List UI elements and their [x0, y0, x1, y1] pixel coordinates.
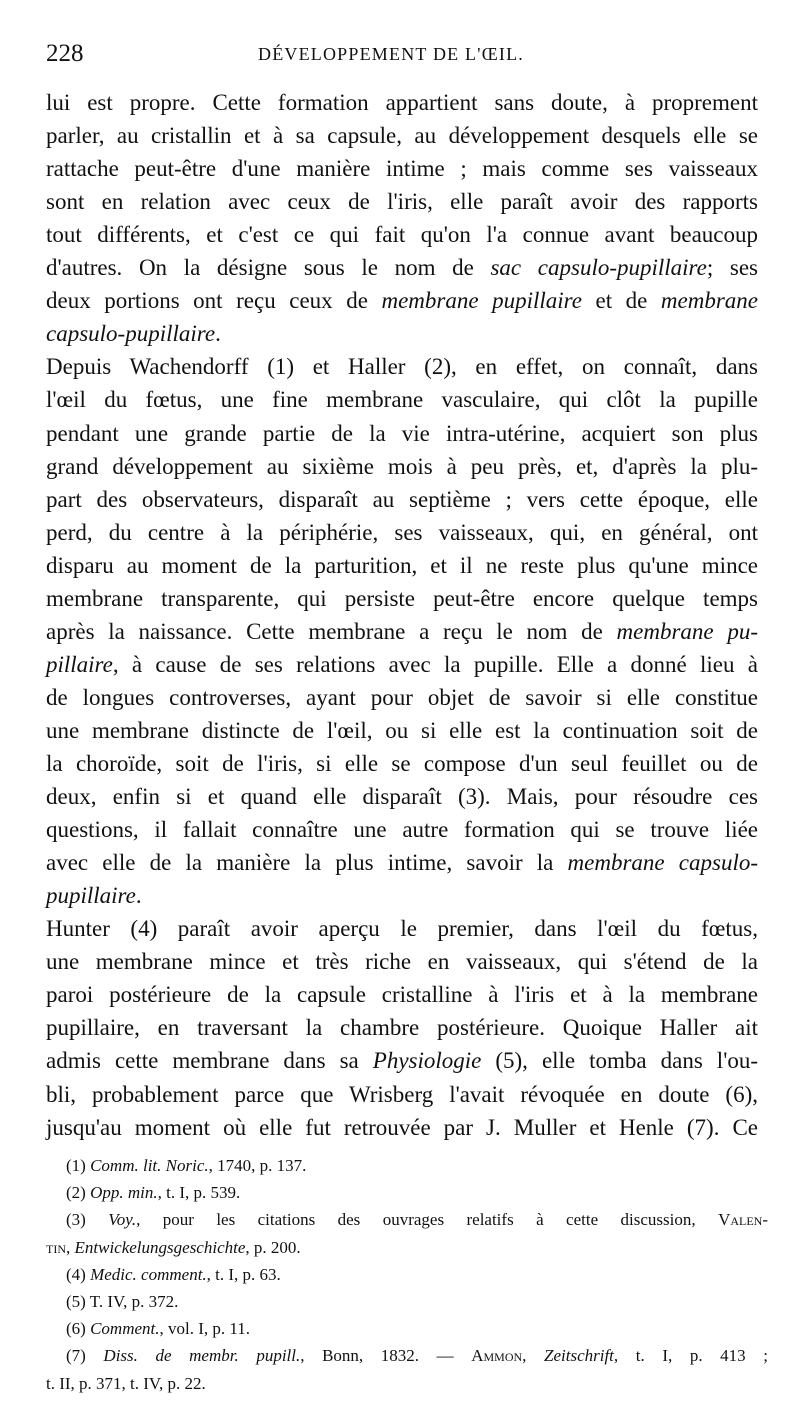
- text-line: [46, 879, 758, 912]
- text-segment: Depuis Wachendorff (1) et Haller (2), en effet, on connaît, dans: [46, 354, 758, 380]
- text-segment: rattache peut-être d'une manière intime ; mais comme ses vaisseaux: [46, 156, 758, 182]
- text-line: [46, 185, 758, 218]
- text-segment: lui est propre. Cette formation appartient sans doute, à proprement: [46, 90, 758, 115]
- text-segment: pendant une grande partie de la vie intra-utérine, acquiert son plus: [46, 420, 758, 446]
- text-line: [46, 317, 758, 350]
- italic-text: Opp. min.: [90, 1183, 158, 1203]
- text-line: [46, 1011, 758, 1044]
- text-segment: ,: [522, 1346, 545, 1366]
- footnote-line: [46, 1236, 746, 1260]
- text-segment: bli, probablement parce que Wrisberg l'avait révoquée en doute (6),: [46, 1081, 758, 1107]
- italic-text: membrane: [660, 288, 758, 314]
- text-segment: , vol. I, p. 11.: [159, 1319, 251, 1339]
- text-segment: , t. I, p. 63.: [206, 1264, 281, 1284]
- footnote-line: [66, 1208, 768, 1232]
- text-segment: de longues controverses, ayant pour objet de savoir si elle constitue: [46, 684, 758, 710]
- text-segment: (1): [66, 1156, 91, 1175]
- text-segment: , Bonn, 1832. —: [300, 1346, 472, 1366]
- italic-text: Zeitschrift: [544, 1346, 614, 1366]
- italic-text: Voy.: [108, 1210, 137, 1230]
- text-line: [46, 978, 758, 1011]
- text-line: [46, 813, 758, 846]
- text-segment: la choroïde, soit de l'iris, si elle se compose d'un seul feuillet ou de: [46, 751, 758, 776]
- italic-text: Physiologie: [372, 1048, 482, 1074]
- footnote-line: [46, 1372, 746, 1396]
- text-segment: une membrane mince et très riche en vaisseaux, qui s'étend de la: [46, 949, 758, 975]
- text-segment: parler, au cristallin et à sa capsule, au développement desquels elle se: [46, 123, 758, 149]
- text-segment: deux portions ont reçu ceux de: [46, 288, 382, 314]
- text-line: [46, 582, 758, 615]
- text-segment: d'autres. On la désigne sous le nom de: [46, 255, 491, 281]
- italic-text: Comment.: [90, 1319, 160, 1339]
- text-line: [46, 218, 758, 251]
- text-segment: jusqu'au moment où elle fut retrouvée par J. Muller et Henle (7). Ce: [46, 1114, 758, 1140]
- italic-text: Diss. de membr. pupill.: [103, 1346, 301, 1366]
- italic-text: pupillaire: [46, 883, 136, 909]
- text-line: [46, 516, 758, 549]
- text-segment: Hunter (4) paraît avoir aperçu le premier, dans l'œil du fœtus,: [46, 916, 758, 942]
- text-line: [46, 251, 758, 284]
- text-line: [46, 912, 758, 945]
- text-segment: , pour les citations des ouvrages relatifs à cette discussion,: [136, 1210, 719, 1230]
- footnote-line: [66, 1181, 766, 1205]
- small-caps-text: Valen-: [718, 1210, 768, 1230]
- italic-text: membrane pu-: [616, 618, 758, 644]
- text-line: [46, 450, 758, 483]
- text-segment: , t. I, p. 539.: [157, 1183, 241, 1203]
- text-segment: pupillaire, en traversant la chambre postérieure. Quoique Haller ait: [46, 1015, 758, 1041]
- text-segment: (2): [66, 1183, 91, 1203]
- italic-text: capsulo-pupillaire: [46, 321, 216, 347]
- text-line: [46, 1111, 758, 1144]
- italic-text: Comm. lit. Noric.: [90, 1156, 209, 1175]
- footnote-line: [66, 1290, 766, 1314]
- small-caps-text: tin: [46, 1237, 66, 1257]
- text-segment: l'œil du fœtus, une fine membrane vasculaire, qui clôt la pupille: [46, 387, 758, 413]
- text-segment: ,: [66, 1237, 75, 1257]
- italic-text: pillaire: [46, 651, 113, 677]
- text-segment: , p. 200.: [245, 1237, 301, 1257]
- text-segment: (6): [66, 1319, 91, 1339]
- text-line: [46, 383, 758, 416]
- footnote-line: [66, 1344, 768, 1368]
- text-segment: ; ses: [706, 255, 758, 281]
- text-line: [46, 846, 758, 879]
- footnote-line: [66, 1154, 766, 1178]
- text-segment: part des observateurs, disparaît au septième ; vers cette époque, elle: [46, 486, 758, 512]
- text-segment: , t. I, p. 413 ;: [613, 1346, 769, 1366]
- text-line: [46, 350, 758, 383]
- text-segment: .: [215, 321, 221, 347]
- text-segment: membrane transparente, qui persiste peut-être encore quelque temps: [46, 585, 758, 611]
- small-caps-text: Ammon: [471, 1346, 523, 1366]
- italic-text: Medic. comment.: [90, 1264, 207, 1284]
- text-line: [46, 417, 758, 450]
- italic-text: Entwickelungsgeschichte: [74, 1237, 246, 1257]
- text-segment: grand développement au sixième mois à peu près, et, d'après la plu-: [46, 453, 758, 479]
- text-segment: (5), elle tomba dans l'ou-: [481, 1048, 758, 1074]
- text-segment: une membrane distincte de l'œil, ou si elle est la continuation soit de: [46, 717, 758, 743]
- text-line: [46, 119, 758, 152]
- page-number: 228: [46, 40, 84, 67]
- text-segment: avec elle de la manière la plus intime, savoir la: [46, 850, 568, 876]
- text-segment: .: [135, 883, 142, 909]
- text-segment: , 1740, p. 137.: [208, 1156, 307, 1175]
- text-line: [46, 284, 758, 317]
- text-line: [46, 681, 758, 714]
- text-segment: disparu au moment de la parturition, et il ne reste plus qu'une mince: [46, 552, 758, 578]
- running-header: [46, 40, 756, 74]
- running-title: DÉVELOPPEMENT DE L'ŒIL.: [258, 44, 524, 64]
- footnote-line: [66, 1263, 766, 1287]
- text-line: [46, 549, 758, 582]
- text-segment: tout différents, et c'est ce qui fait qu'on l'a connue avant beaucoup: [46, 222, 758, 248]
- italic-text: sac capsulo-pupillaire: [490, 255, 707, 281]
- text-line: [46, 1044, 758, 1077]
- text-segment: (4): [66, 1264, 91, 1284]
- text-line: [46, 1078, 758, 1111]
- text-line: [46, 780, 758, 813]
- text-line: [46, 86, 758, 119]
- text-segment: (5) T. IV, p. 372.: [66, 1292, 179, 1311]
- text-segment: (7): [66, 1346, 104, 1366]
- text-segment: (3): [66, 1210, 109, 1230]
- footnote-line: [66, 1317, 766, 1341]
- text-segment: et de: [581, 288, 661, 314]
- text-segment: questions, il fallait connaître une autre formation qui se trouve liée: [46, 817, 758, 843]
- text-segment: t. II, p. 371, t. IV, p. 22.: [46, 1373, 206, 1393]
- text-line: [46, 152, 758, 185]
- text-line: [46, 714, 758, 747]
- italic-text: membrane pupillaire: [381, 288, 582, 314]
- text-segment: deux, enfin si et quand elle disparaît (3). Mais, pour résoudre ces: [46, 784, 758, 810]
- text-segment: paroi postérieure de la capsule cristalline à l'iris et à la membrane: [46, 982, 758, 1008]
- text-line: [46, 945, 758, 978]
- text-line: [46, 615, 758, 648]
- text-line: [46, 648, 758, 681]
- text-line: [46, 483, 758, 516]
- text-segment: après la naissance. Cette membrane a reçu le nom de: [46, 618, 617, 644]
- text-segment: , à cause de ses relations avec la pupille. Elle a donné lieu à: [112, 651, 758, 677]
- text-segment: admis cette membrane dans sa: [46, 1048, 373, 1074]
- italic-text: membrane capsulo-: [567, 850, 759, 876]
- text-line: [46, 747, 758, 780]
- text-segment: perd, du centre à la périphérie, ses vaisseaux, qui, en général, ont: [46, 519, 758, 545]
- text-segment: sont en relation avec ceux de l'iris, elle paraît avoir des rapports: [46, 189, 758, 215]
